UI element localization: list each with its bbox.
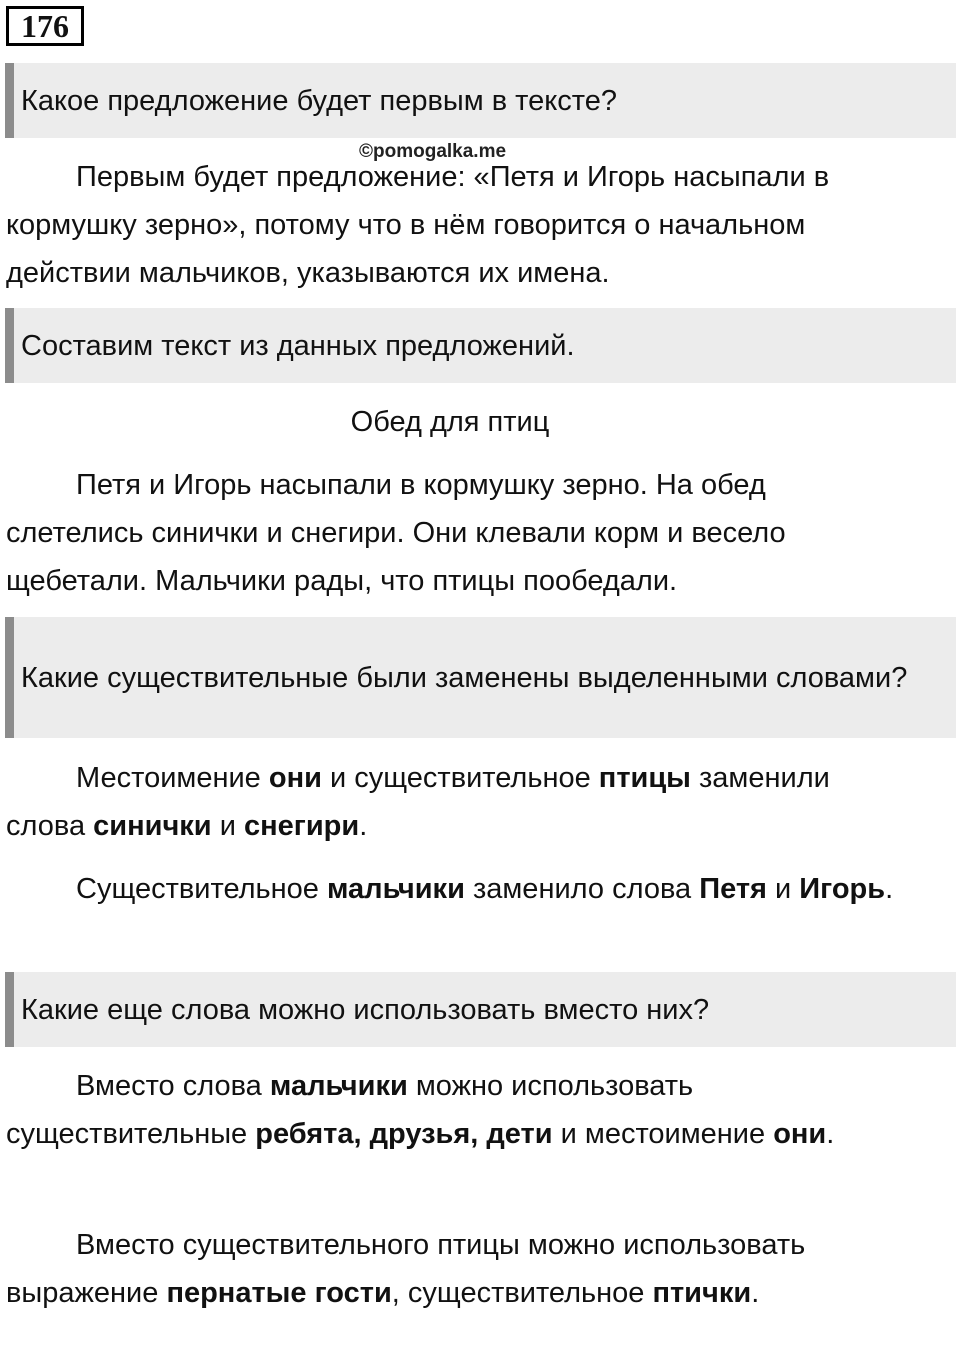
question-3: [5, 617, 956, 738]
answer-1: Первым будет предложение: «Петя и Игорь насыпали в кормушку зерно», потому что в нём говорится о начальном действии мальчиков, указываются их имена.: [6, 161, 830, 289]
question-4: [5, 972, 956, 1047]
watermark: ©pomogalka.me: [359, 141, 507, 162]
answer-4-paragraph-2: Вместо существительного птицы можно использовать выражение пернатые гости, существительное птички.: [6, 1229, 806, 1309]
question-3-text: Какие существительные были заменены выделенными словами?: [21, 661, 908, 694]
question-1-text: Какое предложение будет первым в тексте?: [21, 84, 617, 117]
task-number: 176: [6, 6, 84, 46]
question-4-text: Какие еще слова можно использовать вместо них?: [21, 993, 710, 1026]
answer-3-paragraph-1: Местоимение они и существительное птицы заменили слова синички и снегири.: [6, 762, 830, 842]
composed-text: Петя и Игорь насыпали в кормушку зерно. На обед слетелись синички и снегири. Они клевали корм и весело щебетали. Мальчики рады, что птицы пообедали.: [6, 469, 786, 597]
question-2-text: Составим текст из данных предложений.: [21, 329, 575, 362]
question-1: [5, 63, 956, 138]
answer-3-paragraph-2: Существительное мальчики заменило слова Петя и Игорь.: [76, 873, 894, 905]
question-2: [5, 308, 956, 383]
answer-4-paragraph-1: Вместо слова мальчики можно использовать существительные ребята, друзья, дети и местоимение они.: [6, 1070, 835, 1150]
text-title: Обед для птиц: [350, 406, 550, 438]
